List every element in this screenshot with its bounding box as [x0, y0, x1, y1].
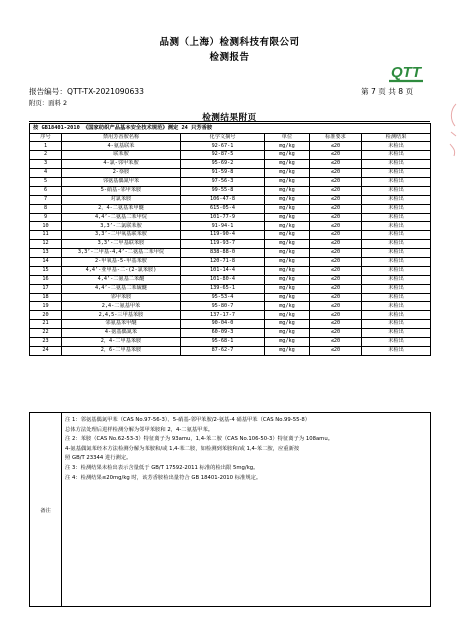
unit: mg/kg [265, 275, 310, 284]
amine-name: 对氯苯胺 [62, 195, 181, 204]
cas-number: 101-14-4 [181, 266, 265, 275]
amine-name: 4-氯-邻甲苯胺 [62, 160, 181, 169]
amine-name: 4,4’-二氨基二苯硫醚 [62, 284, 181, 293]
limit: ≤20 [310, 240, 362, 249]
result: 未检出 [362, 186, 431, 195]
cas-number: 92-67-1 [181, 142, 265, 151]
limit: ≤20 [310, 169, 362, 178]
limit: ≤20 [310, 329, 362, 338]
unit: mg/kg [265, 337, 310, 346]
limit: ≤20 [310, 284, 362, 293]
note-line: 注 3：检测结果未检出表示含量低于 GB/T 17592-2011 标准的检出限 5mg/kg。 [65, 464, 259, 471]
cas-number: 106-47-8 [181, 195, 265, 204]
limit: ≤20 [310, 186, 362, 195]
row-number: 13 [30, 249, 62, 258]
cas-number: 119-93-7 [181, 240, 265, 249]
table-row [30, 293, 431, 302]
notes-table [29, 412, 431, 607]
amine-name: 2-萘胺 [62, 169, 181, 178]
unit: mg/kg [265, 169, 310, 178]
limit: ≤20 [310, 160, 362, 169]
cas-number: 91-94-1 [181, 222, 265, 231]
cas-number: 120-71-8 [181, 257, 265, 266]
table-row [30, 186, 431, 195]
amine-name: 3,3’-二甲基联苯胺 [62, 240, 181, 249]
page-info: 第 7 页 共 8 页 [361, 87, 414, 96]
unit: mg/kg [265, 177, 310, 186]
amine-name: 2,4,5-三甲基苯胺 [62, 311, 181, 320]
unit: mg/kg [265, 284, 310, 293]
limit: ≤20 [310, 213, 362, 222]
result: 未检出 [362, 284, 431, 293]
result: 未检出 [362, 240, 431, 249]
column-header: 化学文摘号 [181, 133, 265, 142]
amine-name: 2,4-二氨基甲苯 [62, 302, 181, 311]
limit: ≤20 [310, 249, 362, 258]
column-header: 标准要求 [310, 133, 362, 142]
amine-name: 5-硝基-邻甲苯胺 [62, 186, 181, 195]
amine-name: 4-氨基联苯 [62, 142, 181, 151]
company-name: 品测（上海）检测科技有限公司 [159, 37, 300, 48]
result: 未检出 [362, 275, 431, 284]
limit: ≤20 [310, 142, 362, 151]
cas-number: 87-62-7 [181, 346, 265, 355]
result: 未检出 [362, 249, 431, 258]
unit: mg/kg [265, 195, 310, 204]
amine-name: 3,3’-二甲基-4,4’-二氨基二苯甲烷 [62, 249, 181, 258]
amine-name: 4,4’-亚甲基-二-(2-氯苯胺) [62, 266, 181, 275]
unit: mg/kg [265, 249, 310, 258]
unit: mg/kg [265, 231, 310, 240]
unit: mg/kg [265, 266, 310, 275]
row-number: 9 [30, 213, 62, 222]
result: 未检出 [362, 160, 431, 169]
row-number: 2 [30, 151, 62, 160]
row-number: 3 [30, 160, 62, 169]
unit: mg/kg [265, 186, 310, 195]
row-number: 17 [30, 284, 62, 293]
limit: ≤20 [310, 266, 362, 275]
limit: ≤20 [310, 231, 362, 240]
amine-name: 联苯胺 [62, 151, 181, 160]
table-row [30, 151, 431, 160]
notes-label: 备注 [30, 413, 62, 607]
row-number: 7 [30, 195, 62, 204]
result: 未检出 [362, 213, 431, 222]
result: 未检出 [362, 222, 431, 231]
result: 未检出 [362, 195, 431, 204]
amine-name: 3,3’-二氯联苯胺 [62, 222, 181, 231]
row-number: 20 [30, 311, 62, 320]
limit: ≤20 [310, 222, 362, 231]
cas-number: 95-68-1 [181, 337, 265, 346]
amine-name: 邻甲苯胺 [62, 293, 181, 302]
note-line: 注 1：邻氨基偶氮甲苯（CAS No.97-56-3）、5-硝基-邻甲苯胺/2-氨基-4 硝基甲苯（CAS No.99-55-8） [65, 417, 311, 423]
limit: ≤20 [310, 257, 362, 266]
section-title: 检测结果附页 [202, 113, 257, 123]
limit: ≤20 [310, 337, 362, 346]
row-number: 23 [30, 337, 62, 346]
column-header: 禁用芳香胺名称 [62, 133, 181, 142]
table-row [30, 213, 431, 222]
limit: ≤20 [310, 275, 362, 284]
notes-row [30, 413, 431, 607]
table-header-row [30, 133, 431, 142]
results-table [29, 123, 431, 356]
limit: ≤20 [310, 195, 362, 204]
amine-name: 4,4’-二氨基二苯醚 [62, 275, 181, 284]
limit: ≤20 [310, 177, 362, 186]
cas-number: 91-59-8 [181, 169, 265, 178]
row-number: 6 [30, 186, 62, 195]
result: 未检出 [362, 337, 431, 346]
row-number: 15 [30, 266, 62, 275]
column-header: 序号 [30, 133, 62, 142]
cas-number: 119-90-4 [181, 231, 265, 240]
attachment-label: 附页：面料 2 [29, 99, 68, 107]
standard-text: 按 GB18401-2010 《国家纺织产品基本安全技术规范》测定 24 只芳香胺 [30, 124, 431, 134]
note-line: 注 4：检测结果≤20mg/kg 时，该芳香胺检出量符合 GB 18401-2010 标准规定。 [65, 474, 262, 481]
amine-name: 4,4’-二氨基二苯甲烷 [62, 213, 181, 222]
row-number: 16 [30, 275, 62, 284]
table-row [30, 249, 431, 258]
unit: mg/kg [265, 311, 310, 320]
unit: mg/kg [265, 142, 310, 151]
cas-number: 95-80-7 [181, 302, 265, 311]
table-row [30, 337, 431, 346]
table-row [30, 329, 431, 338]
cas-number: 137-17-7 [181, 311, 265, 320]
unit: mg/kg [265, 293, 310, 302]
row-number: 14 [30, 257, 62, 266]
unit: mg/kg [265, 151, 310, 160]
table-row [30, 302, 431, 311]
company-logo [386, 62, 426, 84]
cas-number: 838-88-0 [181, 249, 265, 258]
table-row [30, 266, 431, 275]
unit: mg/kg [265, 257, 310, 266]
cas-number: 99-55-8 [181, 186, 265, 195]
result: 未检出 [362, 346, 431, 355]
cas-number: 139-65-1 [181, 284, 265, 293]
cas-number: 615-05-4 [181, 204, 265, 213]
row-number: 1 [30, 142, 62, 151]
column-header: 检测结果 [362, 133, 431, 142]
table-row [30, 311, 431, 320]
note-line: 4-氨基偶氮苯经本方法检测分解为苯胺和/或 1,4-苯二胺，如检测到苯胺和/或 1,4-苯二胺，应重新按 [65, 445, 300, 452]
row-number: 22 [30, 329, 62, 338]
amine-name: 邻氨基苯甲醚 [62, 320, 181, 329]
result: 未检出 [362, 266, 431, 275]
column-header: 单位 [265, 133, 310, 142]
row-number: 8 [30, 204, 62, 213]
row-number: 12 [30, 240, 62, 249]
logo-text: QTT [391, 64, 421, 81]
seal-stamp-edge [448, 100, 458, 163]
amine-name: 2，4-二氨基苯甲醚 [62, 204, 181, 213]
row-number: 19 [30, 302, 62, 311]
cas-number: 101-80-4 [181, 275, 265, 284]
row-number: 5 [30, 177, 62, 186]
table-row [30, 284, 431, 293]
table-row [30, 195, 431, 204]
amine-name: 邻氨基偶氮甲苯 [62, 177, 181, 186]
limit: ≤20 [310, 302, 362, 311]
unit: mg/kg [265, 329, 310, 338]
unit: mg/kg [265, 320, 310, 329]
result: 未检出 [362, 204, 431, 213]
amine-name: 3,3’-二甲氧基联苯胺 [62, 231, 181, 240]
result: 未检出 [362, 142, 431, 151]
table-row [30, 320, 431, 329]
row-number: 21 [30, 320, 62, 329]
cas-number: 95-53-4 [181, 293, 265, 302]
result: 未检出 [362, 177, 431, 186]
result: 未检出 [362, 302, 431, 311]
unit: mg/kg [265, 160, 310, 169]
unit: mg/kg [265, 302, 310, 311]
limit: ≤20 [310, 346, 362, 355]
row-number: 18 [30, 293, 62, 302]
result: 未检出 [362, 151, 431, 160]
table-row [30, 142, 431, 151]
row-number: 4 [30, 169, 62, 178]
note-line: 注 2：苯胺（CAS No.62-53-3）特征离子为 93amu，1,4-苯二胺（CAS No.106-50-3）特征离子为 108amu。 [65, 436, 334, 443]
header-divider [29, 121, 430, 122]
unit: mg/kg [265, 240, 310, 249]
table-row [30, 275, 431, 284]
amine-name: 2-甲氧基-5-甲基苯胺 [62, 257, 181, 266]
unit: mg/kg [265, 204, 310, 213]
limit: ≤20 [310, 204, 362, 213]
document-title: 检测报告 [209, 52, 250, 63]
limit: ≤20 [310, 151, 362, 160]
table-row [30, 160, 431, 169]
cas-number: 60-09-3 [181, 329, 265, 338]
cas-number: 90-04-0 [181, 320, 265, 329]
table-row [30, 257, 431, 266]
amine-name: 2，6-二甲基苯胺 [62, 346, 181, 355]
result: 未检出 [362, 329, 431, 338]
table-row [30, 169, 431, 178]
cas-number: 101-77-9 [181, 213, 265, 222]
cas-number: 95-69-2 [181, 160, 265, 169]
note-line: 照 GB/T 23344 进行测定。 [65, 455, 132, 462]
row-number: 10 [30, 222, 62, 231]
cas-number: 97-56-3 [181, 177, 265, 186]
table-row [30, 204, 431, 213]
result: 未检出 [362, 257, 431, 266]
row-number: 11 [30, 231, 62, 240]
result: 未检出 [362, 293, 431, 302]
standard-row [30, 124, 431, 134]
result: 未检出 [362, 311, 431, 320]
amine-name: 4-氨基偶氮苯 [62, 329, 181, 338]
note-line: 总体方法处理后进样检测分解为邻甲苯胺和 2，4-二氨基甲苯。 [65, 426, 214, 433]
unit: mg/kg [265, 222, 310, 231]
report-number: 报告编号：QTT-TX-2021090633 [29, 87, 144, 96]
result: 未检出 [362, 320, 431, 329]
table-row [30, 231, 431, 240]
amine-name: 2，4-二甲基苯胺 [62, 337, 181, 346]
row-number: 24 [30, 346, 62, 355]
limit: ≤20 [310, 293, 362, 302]
unit: mg/kg [265, 213, 310, 222]
cas-number: 92-87-5 [181, 151, 265, 160]
result: 未检出 [362, 169, 431, 178]
limit: ≤20 [310, 320, 362, 329]
table-row [30, 240, 431, 249]
result: 未检出 [362, 231, 431, 240]
notes-content [62, 413, 431, 607]
table-row [30, 177, 431, 186]
limit: ≤20 [310, 311, 362, 320]
table-row [30, 346, 431, 355]
table-row [30, 222, 431, 231]
unit: mg/kg [265, 346, 310, 355]
